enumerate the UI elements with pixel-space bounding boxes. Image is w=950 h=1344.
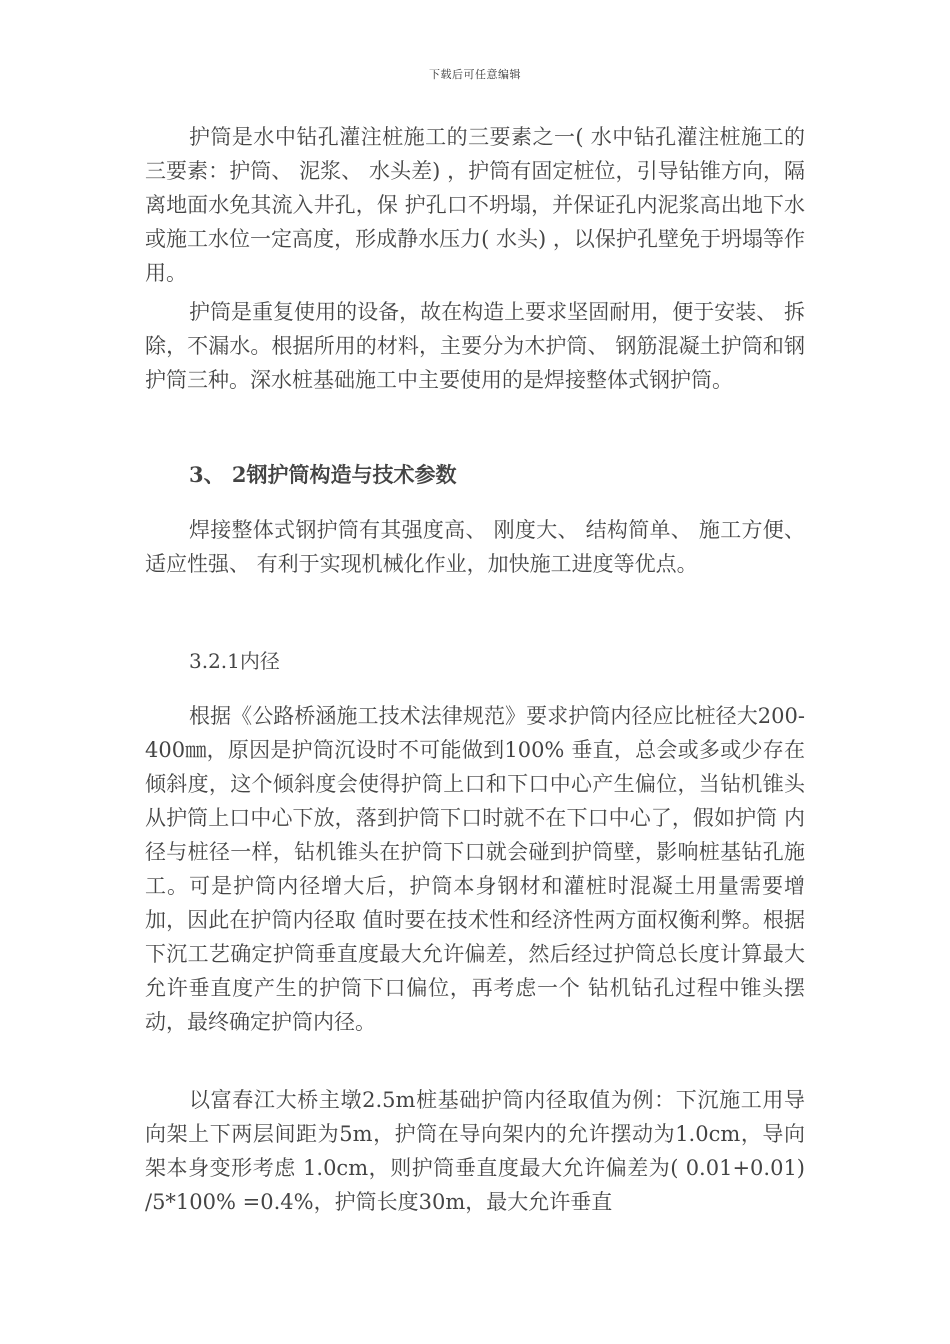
paragraph-text: 以富春江大桥主墩2.5m桩基础护筒内径取值为例：下沉施工用导向架上下两层间距为5m，护筒在导向架内的允许摆动为1.0cm，导向架本身变形考虑 1.0cm，则护筒垂直度最大允许偏差为( 0.01+0.01) /5*100% =0.4%，护筒长度30m，最大允许垂直 (145, 1088, 805, 1214)
paragraph-inner-diameter-basis (145, 699, 805, 1039)
paragraph-casing-types (145, 295, 805, 397)
paragraph-text: 护筒是重复使用的设备，故在构造上要求坚固耐用，便于安装、 拆除，不漏水。根据所用的材料，主要分为木护筒、 钢筋混凝土护筒和钢护筒三种。深水桩基础施工中主要使用的是焊接整体式钢护筒。 (145, 300, 805, 392)
paragraph-text: 根据《公路桥涵施工技术法律规范》要求护筒内径应比桩径大200-400㎜，原因是护筒沉设时不可能做到100% 垂直，总会或多或少存在倾斜度，这个倾斜度会使得护筒上口和下口中心产生偏位，当钻机锥头从护筒上口中心下放，落到护筒下口时就不在下口中心了，假如护筒 内径与桩径一样，钻机锥头在护筒下口就会碰到护筒壁，影响桩基钻孔施工。可是护筒内径增大后，护筒本身钢材和灌桩时混凝土用量需要增加，因此在护筒内径取 值时要在技术性和经济性两方面权衡利弊。根据下沉工艺确定护筒垂直度最大允许偏差，然后经过护筒总长度计算最大允许垂直度产生的护筒下口偏位，再考虑一个 钻机钻孔过程中锥头摆动，最终确定护筒内径。 (145, 704, 805, 1034)
paragraph-fuchun-example (145, 1083, 805, 1219)
page-header-note: 下载后可任意编辑 (429, 68, 521, 81)
paragraph-text: 焊接整体式钢护筒有其强度高、 刚度大、 结构简单、 施工方便、 适应性强、 有利于实现机械化作业，加快施工进度等优点。 (145, 518, 805, 576)
paragraph-casing-role (145, 120, 805, 290)
paragraph-text: 护筒是水中钻孔灌注桩施工的三要素之一( 水中钻孔灌注桩施工的三要素：护筒、 泥浆、 水头差) ，护筒有固定桩位，引导钻锥方向，隔离地面水免其流入井孔，保 护孔口不坍塌，并保证孔内泥浆高出地下水或施工水位一定高度，形成静水压力( 水头) ，以保护孔壁免于坍塌等作用。 (145, 125, 805, 285)
section-heading-steel-casing: 3、 2钢护筒构造与技术参数 (189, 462, 457, 487)
paragraph-welded-casing-advantages (145, 513, 805, 581)
subsection-heading-inner-diameter: 3.2.1内径 (189, 649, 280, 673)
